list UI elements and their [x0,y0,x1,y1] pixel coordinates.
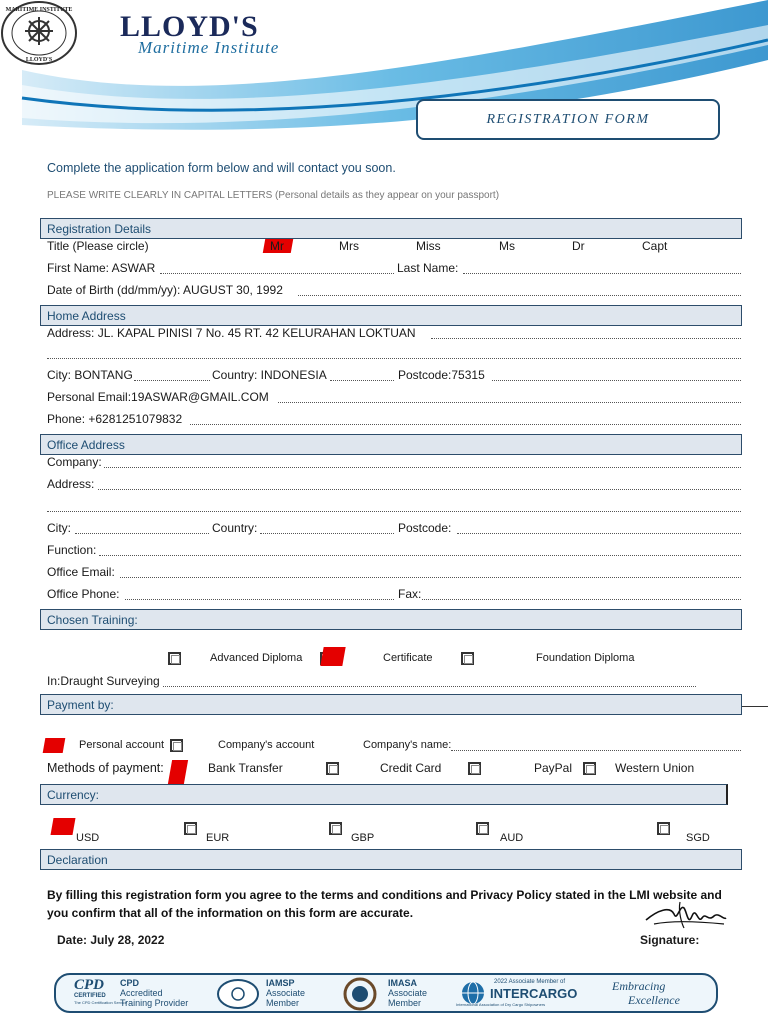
imasa-line-2: Associate [388,988,428,998]
home-address-field[interactable]: Address: JL. KAPAL PINISI 7 No. 45 RT. 42 KELURAHAN LOKTUAN [47,326,416,340]
title-option-dr[interactable]: Dr [572,239,585,253]
home-country-line [330,380,394,381]
gbp-label: GBP [351,832,375,844]
title-option-mrs[interactable]: Mrs [339,239,359,253]
brand-subtitle: Maritime Institute [138,38,280,57]
iamsp-line-3: Member [266,998,300,1008]
company-name-line [451,750,741,751]
certificate-label: Certificate [383,652,433,664]
credit-card-checkbox[interactable] [326,762,339,775]
eur-label: EUR [206,832,230,844]
home-postcode-field[interactable]: Postcode:75315 [398,368,485,382]
intercargo-top: 2022 Associate Member of [494,979,566,985]
foundation-diploma-checkbox[interactable] [461,652,474,665]
sgd-label: SGD [686,832,710,844]
intro-text: Complete the application form below and will contact you soon. [47,161,396,175]
office-email-field[interactable]: Office Email: [47,565,115,579]
form-title-box [416,99,720,140]
advanced-diploma-checkbox[interactable] [168,652,181,665]
eur-checkbox[interactable] [184,822,197,835]
imasa-name: IMASA [388,978,417,988]
handwritten-signature [644,898,728,932]
section-chosen-training: Chosen Training: [40,609,742,630]
margin-line [742,706,768,707]
office-postcode-field[interactable]: Postcode: [398,521,452,535]
training-subject-field[interactable]: In:Draught Surveying [47,674,160,688]
declaration-date: Date: July 28, 2022 [57,933,165,947]
paypal-label: PayPal [534,761,573,775]
usd-label: USD [76,832,100,844]
title-option-ms[interactable]: Ms [499,239,515,253]
last-name-field[interactable]: Last Name: [397,261,459,275]
company-account-label: Company's account [218,739,315,751]
office-address-line-2 [47,511,741,512]
home-postcode-line [492,380,741,381]
first-name-line [160,273,394,274]
iamsp-line-2: Associate [266,988,306,998]
company-name-field[interactable]: Company's name: [363,739,452,751]
phone-line [190,424,741,425]
cpd-line-3: Training Provider [120,998,189,1008]
section-currency: Currency: [40,784,728,805]
intercargo-sub: International Association of Dry Cargo Shipowners [456,1002,546,1007]
sgd-checkbox[interactable] [657,822,670,835]
office-city-line [75,533,209,534]
declaration-text: By filling this registration form you agree to the terms and conditions and Privacy Policy stated in the LMI website and you confirm that all of the information on this form are accurate. [47,888,722,920]
advanced-diploma-label: Advanced Diploma [210,652,303,664]
office-phone-field[interactable]: Office Phone: [47,587,120,601]
form-title: REGISTRATION FORM [486,111,650,127]
company-field[interactable]: Company: [47,455,102,469]
iamsp-emblem-icon [216,978,260,1010]
tagline-line-1: Embracing [612,979,666,993]
dob-field[interactable]: Date of Birth (dd/mm/yy): AUGUST 30, 1992 [47,283,283,297]
signature-label: Signature: [640,933,700,947]
phone-field[interactable]: Phone: +6281251079832 [47,412,183,426]
foundation-diploma-label: Foundation Diploma [536,652,635,664]
fax-field[interactable]: Fax: [398,587,422,601]
function-line [99,555,741,556]
personal-email-field[interactable]: Personal Email:19ASWAR@GMAIL.COM [47,390,269,404]
last-name-line [463,273,741,274]
imasa-wheel-icon [338,976,382,1012]
first-name-field[interactable]: First Name: ASWAR [47,261,156,275]
title-option-capt[interactable]: Capt [642,239,668,253]
company-account-checkbox[interactable] [170,739,183,752]
dob-line [298,295,741,296]
home-city-field[interactable]: City: BONTANG [47,368,133,382]
office-email-line [120,577,741,578]
svg-text:LLOYD'S: LLOYD'S [25,57,53,63]
title-option-mr[interactable]: Mr [270,239,284,253]
training-subject-line [163,686,696,687]
bank-transfer-label: Bank Transfer [208,761,283,775]
intercargo-name: INTERCARGO [490,986,578,1001]
function-field[interactable]: Function: [47,543,97,557]
methods-of-payment-label: Methods of payment: [47,761,164,775]
tagline-line-2: Excellence [628,993,680,1007]
personal-email-line [278,402,741,403]
certificate-check-mark [320,647,345,666]
header-banner [0,0,768,150]
aud-label: AUD [500,832,524,844]
western-union-label: Western Union [615,761,695,775]
fax-line [422,599,741,600]
cpd-line-2: Accredited [120,988,163,998]
home-address-line-1 [431,338,741,339]
section-registration-details: Registration Details [40,218,742,239]
accreditation-footer [54,973,718,1013]
home-city-line [134,380,210,381]
cpd-line-1: CPD [120,978,140,988]
brand-name: LLOYD'S [120,10,259,43]
usd-check-mark [51,818,76,835]
capital-letters-note: PLEASE WRITE CLEARLY IN CAPITAL LETTERS (Personal details as they appear on your passport) [47,190,500,201]
personal-account-check-mark [43,738,66,753]
gbp-checkbox[interactable] [329,822,342,835]
credit-card-label: Credit Card [380,761,442,775]
title-option-miss[interactable]: Miss [416,239,441,253]
office-address-line-1 [98,489,741,490]
home-country-field[interactable]: Country: INDONESIA [212,368,327,382]
section-home-address: Home Address [40,305,742,326]
aud-checkbox[interactable] [476,822,489,835]
office-postcode-line [457,533,741,534]
cpd-logo: CPD CERTIFIED The CPD Certification Service [74,977,128,1005]
section-office-address: Office Address [40,434,742,455]
office-country-field[interactable]: Country: [212,521,258,535]
svg-text:MARITIME INSTITUTE: MARITIME INSTITUTE [5,7,73,13]
title-label: Title (Please circle) [47,239,149,253]
western-union-checkbox[interactable] [583,762,596,775]
office-address-field[interactable]: Address: [47,477,95,491]
section-payment: Payment by: [40,694,742,715]
paypal-checkbox[interactable] [468,762,481,775]
office-phone-line [125,599,394,600]
company-line [104,467,741,468]
personal-account-label: Personal account [79,739,164,751]
bank-transfer-check-mark [168,760,188,784]
iamsp-name: IAMSP [266,978,295,988]
office-city-field[interactable]: City: [47,521,71,535]
institute-seal-logo [0,0,78,66]
section-declaration: Declaration [40,849,742,870]
office-country-line [260,533,394,534]
home-address-line-2 [47,358,741,359]
imasa-line-3: Member [388,998,422,1008]
